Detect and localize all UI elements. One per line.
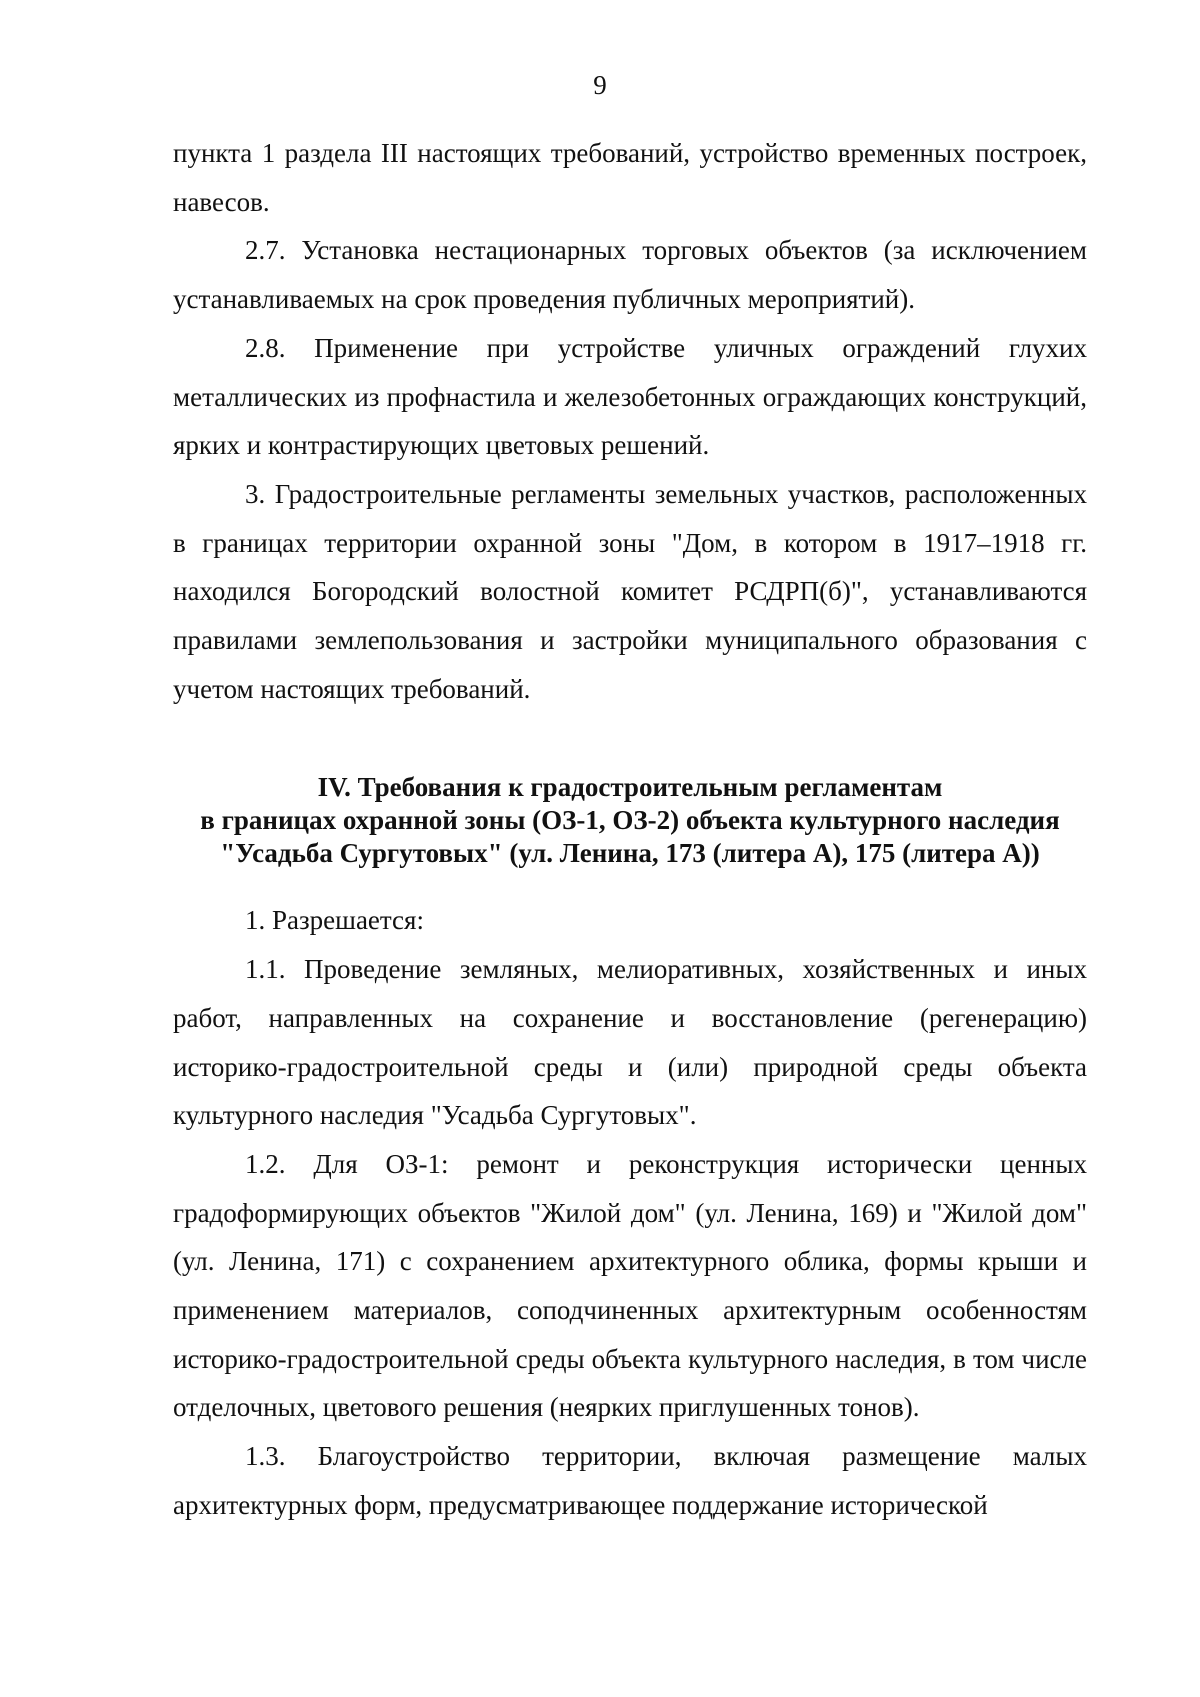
paragraph-1-1: 1.1. Проведение земляных, мелиоративных, хозяйственных и иных работ, направленных на сохранение и восстановление (регенерацию) историко-градостроительной среды и (или) природной среды объекта культурного наследия "Усадьба Сургутовых". [173, 954, 1087, 1131]
paragraph-2-8: 2.8. Применение при устройстве уличных ограждений глухих металлических из профнастила и железобетонных ограждающих конструкций, ярких и контрастирующих цветовых решений. [173, 332, 1087, 461]
section-heading-line-2: в границах охранной зоны (ОЗ-1, ОЗ-2) объекта культурного наследия [200, 805, 1060, 836]
section-gap [173, 713, 1087, 771]
section-heading-line-1: IV. Требования к градостроительным регламентам [317, 772, 943, 803]
paragraph-2-7: 2.7. Установка нестационарных торговых объектов (за исключением устанавливаемых на срок проведения публичных мероприятий). [173, 235, 1087, 315]
document-body [173, 129, 1087, 1530]
section-heading [161, 771, 1099, 870]
page-number: 9 [593, 70, 607, 100]
paragraph-continuation: пункта 1 раздела III настоящих требований, устройство временных построек, навесов. [173, 138, 1087, 217]
paragraph-3: 3. Градостроительные регламенты земельных участков, расположенных в границах территории охранной зоны "Дом, в котором в 1917–1918 гг. находился Богородский волостной комитет РСДРП(б)", устанавливаются правилами землепользования и застройки муниципального образования с учетом настоящих требований. [173, 478, 1087, 704]
paragraph-1-3: 1.3. Благоустройство территории, включая размещение малых архитектурных форм, предусматривающее поддержание исторической [173, 1441, 1087, 1520]
section-heading-line-3: "Усадьба Сургутовых" (ул. Ленина, 173 (литера А), 175 (литера А)) [220, 838, 1040, 869]
paragraph-1-2: 1.2. Для ОЗ-1: ремонт и реконструкция исторически ценных градоформирующих объектов "Жилой дом" (ул. Ленина, 169) и "Жилой дом" (ул. Ленина, 171) с сохранением архитектурного облика, формы крыши и применением материалов, соподчиненных архитектурным особенностям историко-градостроительной среды объекта культурного наследия, в том числе отделочных, цветового решения (неярких приглушенных тонов). [173, 1148, 1087, 1423]
paragraph-1: 1. Разрешается: [245, 905, 424, 936]
section-gap [173, 870, 1087, 896]
